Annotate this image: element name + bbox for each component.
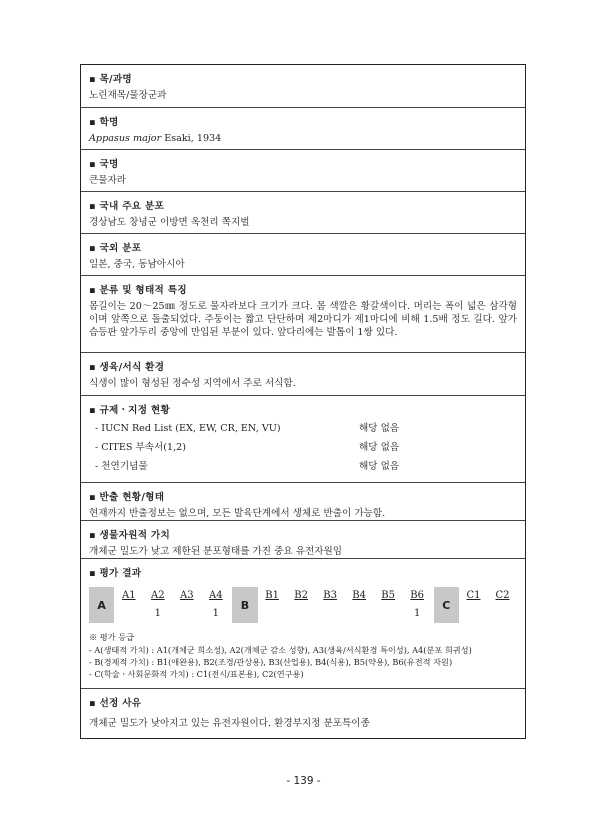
selection-reason-heading: ▪ 선정 사유 (89, 698, 142, 709)
morphology-text: 몸길이는 20～25㎜ 정도로 물자라보다 크기가 크다. 몸 색깔은 황갈색이다. 머리는 폭이 넓은 삼각형이며 앞쪽으로 돌출되었다. 주둥이는 짧고 단단하며 제2마디가 제1마디에 비해 1.5배 정도 길다. 앞가슴등판 앞가두리 중앙에 만입된 부분이 있다. 앞다리에는 발톱이 1쌍 있다. (89, 301, 517, 338)
grade-item (172, 587, 201, 623)
grade-code: A1 (122, 590, 136, 601)
korean-name-value: 큰물자라 (89, 175, 127, 186)
grade-code: A4 (209, 590, 223, 601)
scientific-name-author: Esaki, 1934 (161, 133, 222, 144)
grade-item (345, 587, 374, 623)
resource-value-heading: ▪ 생물자원적 가치 (89, 530, 171, 541)
note-line: - B(경제적 가치) : B1(애완용), B2(조경/관상용), B3(산업용), B4(식용), B5(약용), B6(유전적 자원) (89, 657, 453, 667)
grade-item (374, 587, 403, 623)
grade-code: B6 (410, 590, 425, 601)
grade-value (345, 606, 374, 622)
morphology-section (81, 275, 525, 352)
grade-item (143, 587, 172, 623)
scientific-name-heading: ▪ 학명 (89, 117, 119, 128)
foreign-distribution-value: 일본, 중국, 동남아시아 (89, 259, 185, 270)
habitat-section (81, 352, 525, 395)
grade-item (287, 587, 316, 623)
grade-item (488, 587, 517, 623)
note-line: - A(생태적 가치) : A1(개체군 희소성), A2(개체군 감소 성향), A3(생육/서식환경 특이성), A4(분포 희귀성) (89, 645, 472, 655)
habitat-value: 식생이 많이 형성된 정수성 지역에서 주로 서식함. (89, 378, 296, 389)
grade-c-items (459, 587, 517, 623)
grade-code: B4 (352, 590, 367, 601)
evaluation-notes (89, 631, 517, 680)
grade-c-label: C (434, 587, 459, 623)
regulation-section (81, 395, 525, 482)
morphology-heading: ▪ 분류 및 형태적 특징 (89, 285, 187, 296)
grade-code: B3 (323, 590, 338, 601)
scientific-name-binomial: Appasus major (89, 133, 162, 144)
scientific-name-section (81, 107, 525, 149)
grade-value: 1 (212, 608, 220, 619)
evaluation-section (81, 558, 525, 688)
export-value: 현재까지 반출정보는 없으며, 모든 발육단계에서 생체로 반출이 가능함. (89, 508, 386, 519)
grade-value (316, 606, 345, 622)
grade-value (114, 606, 143, 622)
grade-value (258, 606, 287, 622)
regulation-heading: ▪ 규제ㆍ지정 현황 (89, 405, 171, 416)
grade-a-label: A (89, 587, 114, 623)
regulation-status: 해당 없음 (359, 461, 400, 472)
regulation-status: 해당 없음 (359, 442, 400, 453)
regulation-name: - CITES 부속서(1,2) (95, 442, 186, 453)
species-info-sheet (80, 64, 526, 739)
domestic-distribution-heading: ▪ 국내 주요 분포 (89, 201, 165, 212)
family-heading: ▪ 목/과명 (89, 74, 132, 85)
foreign-distribution-heading: ▪ 국외 분포 (89, 243, 142, 254)
export-heading: ▪ 반출 현황/형태 (89, 492, 165, 503)
resource-value-text: 개체군 밀도가 낮고 제한된 분포형태를 가진 중요 유전자원임 (89, 546, 343, 557)
note-line: - C(학술ㆍ사회문화적 가치) : C1(전시/표본용), C2(연구용) (89, 669, 304, 679)
resource-value-section (81, 520, 525, 558)
grade-item (258, 587, 287, 623)
grade-code: B5 (381, 590, 396, 601)
grade-code: B1 (265, 590, 280, 601)
grade-value: 1 (413, 608, 421, 619)
grade-value (287, 606, 316, 622)
korean-name-heading: ▪ 국명 (89, 159, 119, 170)
grade-code: A3 (180, 590, 194, 601)
grade-item (403, 587, 432, 623)
family-section (81, 65, 525, 107)
grade-value (488, 606, 517, 622)
domestic-distribution-section (81, 191, 525, 233)
regulation-row (95, 441, 517, 454)
grade-code: C1 (466, 590, 481, 601)
regulation-status: 해당 없음 (359, 423, 400, 434)
grade-value (172, 606, 201, 622)
grade-item (114, 587, 143, 623)
grade-value (459, 606, 488, 622)
grade-item (316, 587, 345, 623)
grade-a-items (114, 587, 230, 623)
grade-code: C2 (495, 590, 510, 601)
grade-value: 1 (154, 608, 162, 619)
korean-name-section (81, 149, 525, 191)
regulation-row (95, 460, 517, 473)
family-value: 노린재목/물장군과 (89, 90, 167, 101)
domestic-distribution-value: 경상남도 창녕군 이방면 옥천리 쪽지벌 (89, 217, 250, 228)
habitat-heading: ▪ 생육/서식 환경 (89, 362, 165, 373)
grade-item (201, 587, 230, 623)
grade-value (374, 606, 403, 622)
page-number: - 139 - (286, 775, 321, 787)
grade-b-label: B (232, 587, 257, 623)
foreign-distribution-section (81, 233, 525, 275)
evaluation-grid (89, 587, 517, 623)
regulation-name: - 천연기념물 (95, 461, 148, 472)
export-section (81, 482, 525, 520)
selection-reason-value: 개체군 밀도가 낮아지고 있는 유전자원이다. 환경부지정 분포특이종 (89, 718, 370, 729)
selection-reason-section (81, 688, 525, 738)
regulation-row (95, 422, 517, 435)
evaluation-heading: ▪ 평가 결과 (89, 568, 142, 579)
grade-item (459, 587, 488, 623)
grade-b-items (258, 587, 432, 623)
scientific-name-value (89, 132, 517, 145)
notes-heading: ※ 평가 등급 (89, 632, 135, 642)
grade-code: B2 (294, 590, 309, 601)
grade-code: A2 (151, 590, 165, 601)
regulation-name: - IUCN Red List (EX, EW, CR, EN, VU) (95, 423, 281, 434)
